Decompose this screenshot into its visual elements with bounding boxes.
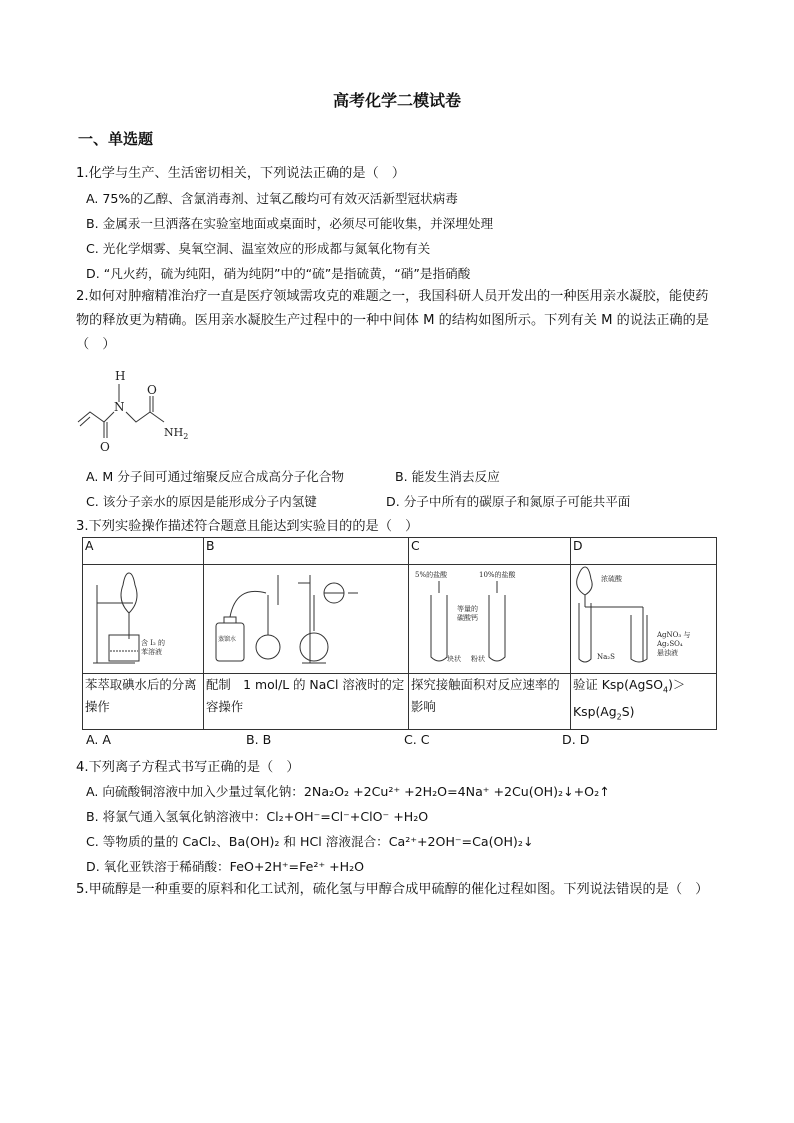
figure-cell-c bbox=[409, 565, 571, 674]
structure-cn-bond bbox=[104, 412, 114, 422]
fig-b-label-1: 蒸馏水 bbox=[218, 636, 237, 643]
fig-a-label-2: 苯溶液 bbox=[141, 648, 162, 656]
gas-generation-figure bbox=[573, 565, 714, 670]
question-4-stem: 4.下列离子方程式书写正确的是（ ） bbox=[76, 760, 300, 775]
fig-d-label-3: Ag₂SO₄ bbox=[657, 640, 683, 648]
question-2-option-c: C. 该分子亲水的原因是能形成分子内氢键 bbox=[86, 494, 317, 509]
structure-atom-o2: O bbox=[147, 383, 157, 397]
question-3-option-a: A. A bbox=[86, 732, 112, 747]
structure-atom-n: N bbox=[114, 400, 125, 414]
question-1-option-d: D. “凡火药，硫为纯阳，硝为纯阴”中的“硫”是指硫黄，“硝”是指硝酸 bbox=[86, 266, 471, 281]
fig-d-label-1: 浓硫酸 bbox=[601, 575, 622, 583]
volumetric-flask-figure bbox=[206, 565, 406, 670]
table-header-b: B bbox=[204, 538, 409, 565]
structure-backbone bbox=[126, 396, 150, 422]
question-1-option-a: A. 75%的乙醇、含氯消毒剂、过氧乙酸均可有效灭活新型冠状病毒 bbox=[86, 191, 458, 206]
fig-a-label-1: 含 I₂ 的 bbox=[141, 639, 166, 647]
fig-c-label-4: 碳酸钙 bbox=[457, 614, 478, 622]
section-heading: 一、单选题 bbox=[78, 130, 154, 148]
question-4-option-d: D. 氧化亚铁溶于稀硝酸：FeO+2H⁺=Fe²⁺ +H₂O bbox=[86, 859, 365, 874]
figure-cell-b bbox=[204, 565, 409, 674]
caption-a: 苯萃取碘水后的分离操作 bbox=[83, 674, 204, 730]
question-2-stem: 2.如何对肿瘤精准治疗一直是医疗领域需攻克的难题之一，我国科研人员开发出的一种医用亲水凝胶，能使药物的释放更为精确。医用亲水凝胶生产过程中的一种中间体 M 的结构如图所示。下列有关 M 的说法正确的是（ ） bbox=[76, 289, 709, 352]
structure-atom-nh2: $NH_2$ bbox=[164, 426, 189, 441]
fig-c-label-2: 10%的盐酸 bbox=[479, 571, 516, 579]
question-3-option-c: C. C bbox=[404, 732, 430, 747]
fig-c-label-1: 5%的盐酸 bbox=[415, 571, 448, 579]
experiment-table bbox=[82, 537, 717, 730]
question-3-stem: 3.下列实验操作描述符合题意且能达到实验目的的是（ ） bbox=[76, 519, 419, 534]
structure-double-bond bbox=[80, 417, 90, 426]
question-1-stem: 1.化学与生产、生活密切相关，下列说法正确的是（ ） bbox=[76, 166, 406, 181]
structure-cnh2-bond bbox=[150, 412, 164, 422]
question-3-option-d: D. D bbox=[562, 732, 590, 747]
question-4-option-b: B. 将氯气通入氢氧化钠溶液中：Cl₂+OH⁻=Cl⁻+ClO⁻ +H₂O bbox=[86, 809, 429, 824]
fig-d-label-5: Na₂S bbox=[597, 653, 615, 661]
caption-d: 验证 $Ksp(AgSO_4)>Ksp(Ag_2S)$ bbox=[571, 674, 717, 730]
fig-c-label-3: 等量的 bbox=[457, 605, 478, 613]
question-3-option-b: B. B bbox=[246, 732, 272, 747]
question-2-option-a: A. M 分子间可通过缩聚反应合成高分子化合物 bbox=[86, 469, 344, 484]
fig-c-label-6: 粉状 bbox=[471, 655, 485, 663]
separatory-funnel-figure bbox=[85, 565, 201, 670]
question-4-option-a: A. 向硫酸铜溶液中加入少量过氧化钠：2Na₂O₂ +2Cu²⁺ +2H₂O=4Na⁺ +2Cu(OH)₂↓+O₂↑ bbox=[86, 784, 610, 799]
structure-atom-h: H bbox=[115, 369, 126, 383]
question-1-option-c: C. 光化学烟雾、臭氧空洞、温室效应的形成都与氮氧化物有关 bbox=[86, 241, 431, 256]
test-tube-figure bbox=[411, 565, 568, 670]
structure-diagram-m bbox=[74, 364, 199, 456]
table-header-a: A bbox=[83, 538, 204, 565]
page-title: 高考化学二模试卷 bbox=[332, 91, 461, 110]
question-1-option-b: B. 金属汞一旦洒落在实验室地面或桌面时，必须尽可能收集，并深埋处理 bbox=[86, 216, 494, 231]
table-header-c: C bbox=[409, 538, 571, 565]
fig-d-label-2: AgNO₃ 与 bbox=[657, 631, 691, 639]
caption-b: 配制 1 mol/L 的 NaCl 溶液时的定容操作 bbox=[204, 674, 409, 730]
question-5-stem: 5.甲硫醇是一种重要的原料和化工试剂，硫化氢与甲醇合成甲硫醇的催化过程如图。下列说法错误的是（ ） bbox=[76, 882, 709, 897]
question-4-option-c: C. 等物质的量的 CaCl₂、Ba(OH)₂ 和 HCl 溶液混合：Ca²⁺+2OH⁻=Ca(OH)₂↓ bbox=[86, 834, 534, 849]
structure-bond-chain bbox=[78, 412, 104, 438]
figure-cell-a bbox=[83, 565, 204, 674]
structure-atom-o1: O bbox=[100, 440, 110, 454]
question-2-option-d: D. 分子中所有的碳原子和氮原子可能共平面 bbox=[386, 494, 631, 509]
fig-c-label-5: 块状 bbox=[447, 655, 461, 663]
question-2-option-b: B. 能发生消去反应 bbox=[395, 469, 500, 484]
table-header-d: D bbox=[571, 538, 717, 565]
caption-c: 探究接触面积对反应速率的影响 bbox=[409, 674, 571, 730]
fig-d-label-4: 悬浊液 bbox=[657, 649, 678, 657]
figure-cell-d bbox=[571, 565, 717, 674]
